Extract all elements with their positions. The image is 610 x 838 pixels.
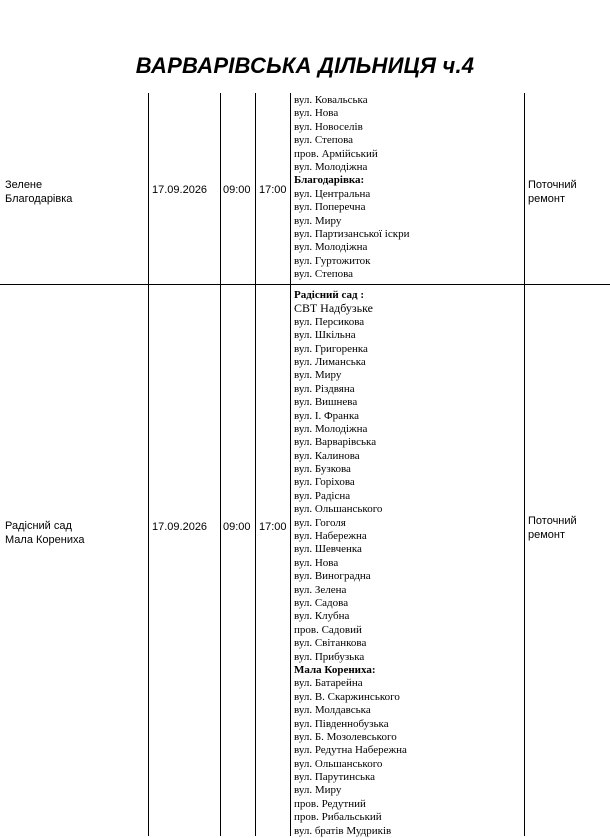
street-item: вул. Клубна	[294, 610, 350, 623]
date-cell: 17.09.2026	[152, 184, 208, 196]
street-item: вул. Ольшанського	[294, 757, 383, 770]
street-item: вул. Садова	[294, 596, 349, 609]
settlement-name: Зелене	[5, 179, 43, 191]
work-type-cell	[528, 514, 577, 542]
start-time-cell: 09:00	[223, 184, 251, 196]
street-item: вул. Калинова	[294, 449, 360, 462]
street-item: вул. Варварівська	[294, 436, 377, 449]
street-item: вул. Горіхова	[294, 476, 355, 489]
street-item: вул. Редутна Набережна	[294, 744, 407, 757]
street-item: вул. Миру	[294, 369, 342, 382]
street-item: вул. Виноградна	[294, 570, 371, 583]
street-item: вул. Центральна	[294, 187, 371, 200]
street-item: вул. В. Скаржинського	[294, 690, 400, 703]
street-item: вул. Радісна	[294, 489, 351, 502]
street-item: вул. Південнобузька	[294, 717, 389, 730]
table-column-divider	[255, 93, 256, 836]
street-item: вул. Світанкова	[294, 637, 367, 650]
street-item: вул. Молодіжна	[294, 241, 368, 254]
street-item: вул. Зелена	[294, 583, 347, 596]
end-time-cell: 17:00	[259, 184, 287, 196]
settlement-cell	[5, 178, 72, 206]
table-row-divider	[0, 284, 610, 285]
outage-schedule-table	[0, 93, 610, 836]
table-column-divider	[220, 93, 221, 836]
street-item: вул. Ковальська	[294, 94, 368, 106]
street-item: вул. І. Франка	[294, 409, 360, 422]
street-item: вул. Нова	[294, 107, 339, 120]
street-item: пров. Рибальський	[294, 811, 382, 824]
work-type-text: ремонт	[528, 193, 566, 205]
street-item: вул. Шкільна	[294, 329, 356, 342]
work-type-text: ремонт	[528, 529, 566, 541]
settlement-name: Радісний сад	[5, 520, 72, 532]
street-item: вул. Гоголя	[294, 516, 346, 529]
street-item: вул. Батарейна	[294, 677, 363, 690]
work-type-text: Поточний	[528, 515, 577, 527]
work-type-text: Поточний	[528, 179, 577, 191]
street-item: вул. Гуртожиток	[294, 254, 371, 267]
street-item: вул. Степова	[294, 268, 354, 281]
work-type-cell	[528, 178, 577, 206]
street-item: вул. братів Мудриків	[294, 824, 392, 837]
street-item: пров. Садовий	[294, 623, 362, 636]
street-item: вул. Персикова	[294, 315, 365, 328]
street-item: вул. Шевченка	[294, 543, 362, 556]
street-item: вул. Лиманська	[294, 355, 366, 368]
street-item: вул. Молодіжна	[294, 160, 368, 173]
street-item: вул. Прибузька	[294, 650, 365, 663]
street-item: вул. Миру	[294, 214, 342, 227]
street-item: вул. Бузкова	[294, 463, 351, 476]
street-item: вул. Вишнева	[294, 396, 358, 409]
street-item: вул. Молодіжна	[294, 422, 368, 435]
street-item: вул. Поперечна	[294, 201, 366, 214]
street-item: пров. Редутний	[294, 797, 366, 810]
page-title: ВАРВАРІВСЬКА ДІЛЬНИЦЯ ч.4	[135, 53, 475, 78]
locality-heading: Благодарівка:	[294, 174, 365, 187]
date-cell: 17.09.2026	[152, 521, 208, 533]
street-item: вул. Новоселів	[294, 120, 363, 133]
end-time-cell: 17:00	[259, 521, 287, 533]
locality-heading: Мала Корениха:	[294, 663, 376, 676]
table-column-divider	[148, 93, 149, 836]
settlement-name: Мала Корениха	[5, 534, 85, 546]
street-item: вул. Різдвяна	[294, 382, 355, 395]
table-column-divider	[524, 93, 525, 836]
start-time-cell: 09:00	[223, 521, 251, 533]
street-item: вул. Нова	[294, 556, 339, 569]
street-item: вул. Парутинська	[294, 771, 376, 784]
locality-heading: Радісний сад :	[294, 289, 364, 301]
street-list	[294, 94, 409, 281]
street-item: вул. Молдавська	[294, 704, 371, 717]
street-list	[294, 289, 407, 838]
street-item: пров. Армійський	[294, 147, 378, 160]
street-item: вул. Б. Мозолевського	[294, 730, 397, 743]
settlement-name: Благодарівка	[5, 193, 73, 205]
street-item: вул. Ольшанського	[294, 503, 383, 516]
street-item: вул. Партизанської іскри	[294, 227, 410, 240]
street-item: вул. Степова	[294, 134, 354, 147]
street-item: СВТ Надбузьке	[294, 301, 373, 316]
street-item: вул. Миру	[294, 784, 342, 797]
street-item: вул. Григоренка	[294, 342, 368, 355]
street-item: вул. Набережна	[294, 530, 367, 543]
settlement-cell	[5, 519, 84, 547]
table-column-divider	[290, 93, 291, 836]
